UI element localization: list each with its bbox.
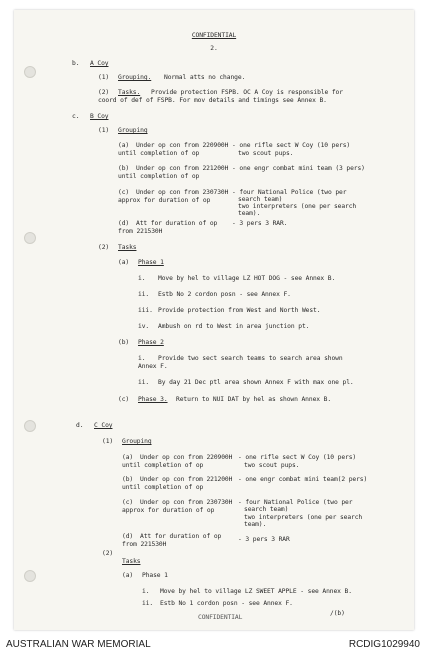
document-page xyxy=(14,10,414,630)
roman-numeral: iv. xyxy=(138,323,150,330)
roman-numeral: iii. xyxy=(138,307,153,314)
archive-name: AUSTRALIAN WAR MEMORIAL xyxy=(6,639,151,650)
classification-footer: CONFIDENTIAL xyxy=(198,614,243,621)
text-line: By day 21 Dec ptl area shown Annex F with max one pl. xyxy=(158,379,354,386)
text-line: Return to NUI DAT by hel as shown Annex B. xyxy=(176,396,332,403)
text-line: Provide two sect search teams to search area shown xyxy=(158,355,343,362)
roman-numeral: i. xyxy=(142,588,150,595)
item-letter: (b) xyxy=(118,339,130,346)
subpara-number: (1) xyxy=(98,127,110,134)
text-line: Att for duration of op xyxy=(136,220,218,227)
text-line: two interpreters (one per search xyxy=(238,203,357,210)
text-line: until completion of op xyxy=(118,150,200,157)
text-line: Provide protection FSPB. OC A Coy is responsible for xyxy=(151,89,343,96)
text-line: Estb No 1 cordon posn - see Annex F. xyxy=(160,600,293,607)
subpara-number: (1) xyxy=(102,438,114,445)
text-line: search team) xyxy=(244,506,289,513)
text-line: from 221530H xyxy=(118,228,163,235)
item-letter: (b) xyxy=(118,165,130,172)
text-line: Att for duration of op xyxy=(140,533,222,540)
para-letter: d. xyxy=(76,422,84,429)
text-line: Under op con from 230730H xyxy=(140,499,233,506)
text-line: Move by hel to village LZ SWEET APPLE - see Annex B. xyxy=(160,588,352,595)
text-line: Provide protection from West and North West. xyxy=(158,307,321,314)
text-line: two interpreters (one per search xyxy=(244,514,363,521)
text-line: - 3 pers 3 RAR xyxy=(238,536,290,543)
text-line: - four National Police (two per xyxy=(238,499,353,506)
subpara-title: Grouping. xyxy=(118,74,152,81)
item-letter: (d) xyxy=(118,220,130,227)
subpara-title: Tasks xyxy=(118,244,137,251)
item-letter: (d) xyxy=(122,533,134,540)
text-line: Annex F. xyxy=(138,363,168,370)
item-letter: (a) xyxy=(122,572,134,579)
subpara-title: Tasks xyxy=(122,558,141,565)
phase-title: Phase 1 xyxy=(138,259,164,266)
roman-numeral: i. xyxy=(138,275,146,282)
subpara-title: Tasks. xyxy=(118,89,141,96)
page-number: 2. xyxy=(210,45,218,52)
subpara-title: Grouping xyxy=(118,127,148,134)
item-letter: (c) xyxy=(118,396,130,403)
text-line: team). xyxy=(244,521,267,528)
text-line: Under op con from 230730H xyxy=(136,189,229,196)
subpara-number: (2) xyxy=(98,244,110,251)
roman-numeral: ii. xyxy=(138,379,150,386)
text-line: Ambush on rd to West in area junction pt. xyxy=(158,323,310,330)
para-heading: B Coy xyxy=(90,113,109,120)
text-line: two scout pups. xyxy=(238,150,294,157)
roman-numeral: ii. xyxy=(142,600,154,607)
punch-hole xyxy=(24,570,36,582)
item-letter: (a) xyxy=(118,142,130,149)
item-letter: (a) xyxy=(122,454,134,461)
text-line: search team) xyxy=(238,196,283,203)
text-line: Under op con from 221200H xyxy=(136,165,229,172)
text-line: from 221530H xyxy=(122,541,167,548)
text-line: approx for duration of op xyxy=(122,507,215,514)
text-line: two scout pups. xyxy=(244,462,300,469)
roman-numeral: i. xyxy=(138,355,146,362)
text-line: Under op con from 220900H xyxy=(140,454,233,461)
subpara-number: (2) xyxy=(98,89,110,96)
archive-reference: RCDIG1029940 xyxy=(348,639,420,650)
punch-hole xyxy=(24,232,36,244)
item-letter: (b) xyxy=(122,476,134,483)
text-line: Under op con from 221200H xyxy=(140,476,233,483)
text-line: Move by hel to village LZ HOT DOG - see Annex B. xyxy=(158,275,336,282)
archive-footer xyxy=(0,636,426,654)
phase-title: Phase 3. xyxy=(138,396,168,403)
text-line: until completion of op xyxy=(118,173,200,180)
item-letter: (c) xyxy=(122,499,134,506)
text-line: Normal atts no change. xyxy=(164,74,246,81)
text-line: until completion of op xyxy=(122,484,204,491)
text-line: Estb No 2 cordon posn - see Annex F. xyxy=(158,291,291,298)
text-line: - one rifle sect W Coy (10 pers) xyxy=(238,454,357,461)
text-line: - one engr combat mini team (3 pers) xyxy=(232,165,365,172)
text-line: Under op con from 220900H xyxy=(136,142,229,149)
classification-header: CONFIDENTIAL xyxy=(191,32,237,39)
phase-title: Phase 1 xyxy=(142,572,168,579)
subpara-number: (2) xyxy=(102,550,114,557)
text-line: - one rifle sect W Coy (10 pers) xyxy=(232,142,351,149)
phase-title: Phase 2 xyxy=(138,339,164,346)
punch-hole xyxy=(24,66,36,78)
para-heading: C Coy xyxy=(94,422,113,429)
para-heading: A Coy xyxy=(90,60,109,67)
text-line: - four National Police (two per xyxy=(232,189,347,196)
text-line: - 3 pers 3 RAR. xyxy=(232,220,288,227)
item-letter: (c) xyxy=(118,189,130,196)
text-line: until completion of op xyxy=(122,462,204,469)
para-letter: b. xyxy=(72,60,80,67)
text-line: coord of def of FSPB. For mov details and timings see Annex B. xyxy=(98,97,327,104)
subpara-title: Grouping xyxy=(122,438,152,445)
continuation-mark: /(b) xyxy=(330,610,345,617)
para-letter: c. xyxy=(72,113,80,120)
item-letter: (a) xyxy=(118,259,130,266)
roman-numeral: ii. xyxy=(138,291,150,298)
punch-hole xyxy=(24,420,36,432)
text-line: approx for duration of op xyxy=(118,197,211,204)
subpara-number: (1) xyxy=(98,74,110,81)
text-line: team). xyxy=(238,210,261,217)
text-line: - one engr combat mini team(2 pers) xyxy=(238,476,368,483)
